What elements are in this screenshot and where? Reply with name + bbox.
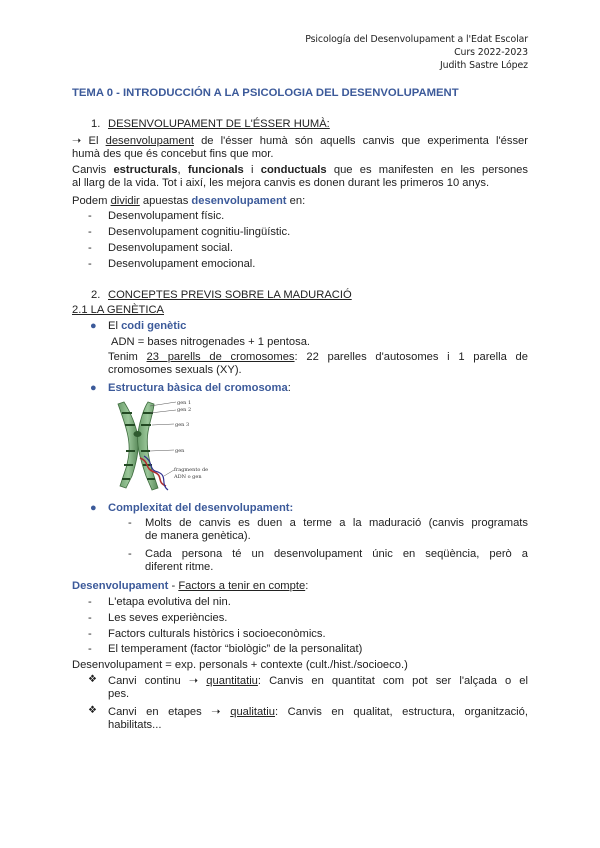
section-1-paragraph-2: Canvis estructurals, funcionals i conductuals que es manifesten en les persones al llarg de la vida. Tot i així, les mejora canvis es donen durant les primeros 10 anys. bbox=[72, 164, 528, 189]
header-course-name: Psicología del Desenvolupament a l'Edat Escolar bbox=[305, 34, 528, 45]
codi-genetic-label: El codi genètic bbox=[108, 320, 187, 332]
complexitat-item: Molts de canvis es duen a terme a la maduració (canvis programats de manera genètica). bbox=[145, 517, 528, 542]
estructura-cromosoma-label: Estructura bàsica del cromosoma: bbox=[108, 382, 291, 394]
subsection-heading: 2.1 LA GENÈTICA bbox=[72, 304, 165, 316]
chromosome-shape bbox=[118, 402, 158, 490]
list-dash: - bbox=[88, 612, 92, 624]
list-dash: - bbox=[88, 643, 92, 655]
list-item: Les seves experiències. bbox=[108, 612, 228, 624]
section-2-number: 2. bbox=[91, 289, 101, 301]
desenvolupament-formula: Desenvolupament = exp. personals + contexte (cult./hist./socioeco.) bbox=[72, 659, 408, 671]
label-gen-2: gen 2 bbox=[177, 407, 192, 413]
label-adn-gen: ADN o gen bbox=[174, 474, 202, 480]
label-gen-3: gen 3 bbox=[175, 422, 190, 428]
complexitat-label: Complexitat del desenvolupament: bbox=[108, 502, 294, 514]
canvi-continu: Canvi continu ➝ quantitatiu: Canvis en quantitat com pot ser l'alçada o el pes. bbox=[108, 675, 528, 700]
section-1-paragraph-3: Podem dividir apuestas desenvolupament en: bbox=[72, 195, 306, 207]
cromosomes-paragraph: Tenim 23 parells de cromosomes: 22 parelles d'autosomes i 1 parella de cromosomes sexuals (XY). bbox=[108, 351, 528, 376]
list-dash: - bbox=[88, 242, 92, 254]
section-1-paragraph-1: ➝ El desenvolupament de l'ésser humà són aquells canvis que experimenta l'ésser humà des que és concebut fins que mor. bbox=[72, 135, 528, 160]
chromosome-diagram bbox=[110, 398, 230, 494]
page-title: TEMA 0 - INTRODUCCIÓN A LA PSICOLOGIA DEL DESENVOLUPAMENT bbox=[72, 87, 459, 99]
sub-dash: - bbox=[128, 517, 132, 529]
adn-definition: ADN = bases nitrogenades + 1 pentosa. bbox=[111, 336, 311, 348]
list-item: Desenvolupament social. bbox=[108, 242, 233, 254]
factors-heading: Desenvolupament - Factors a tenir en compte: bbox=[72, 580, 309, 592]
section-2-heading: CONCEPTES PREVIS SOBRE LA MADURACIÓ bbox=[108, 289, 352, 301]
diamond-bullet-icon: ❖ bbox=[88, 674, 97, 685]
section-1-heading: DESENVOLUPAMENT DE L'ÉSSER HUMÀ: bbox=[108, 118, 330, 130]
list-dash: - bbox=[88, 210, 92, 222]
complexitat-item: Cada persona té un desenvolupament únic en seqüència, però a diferent ritme. bbox=[145, 548, 528, 573]
bullet-icon: ● bbox=[90, 502, 97, 514]
list-item: Desenvolupament cognitiu-lingüístic. bbox=[108, 226, 291, 238]
list-item: L'etapa evolutiva del nin. bbox=[108, 596, 231, 608]
list-item: El temperament (factor “biològic” de la personalitat) bbox=[108, 643, 363, 655]
list-item: Desenvolupament físic. bbox=[108, 210, 225, 222]
label-gen-1: gen 1 bbox=[177, 400, 192, 406]
header-course-year: Curs 2022-2023 bbox=[454, 47, 528, 58]
list-dash: - bbox=[88, 226, 92, 238]
bullet-icon: ● bbox=[90, 320, 97, 332]
label-fragment: fragmento de bbox=[174, 467, 209, 473]
list-item: Factors culturals històrics i socioeconòmics. bbox=[108, 628, 326, 640]
list-dash: - bbox=[88, 258, 92, 270]
list-item: Desenvolupament emocional. bbox=[108, 258, 256, 270]
sub-dash: - bbox=[128, 548, 132, 560]
diamond-bullet-icon: ❖ bbox=[88, 705, 97, 716]
canvi-etapes: Canvi en etapes ➝ qualitatiu: Canvis en qualitat, estructura, organització, habilitats... bbox=[108, 706, 528, 731]
bullet-icon: ● bbox=[90, 382, 97, 394]
list-dash: - bbox=[88, 596, 92, 608]
header-author: Judith Sastre López bbox=[439, 60, 528, 71]
label-gen: gen bbox=[175, 448, 185, 454]
section-1-number: 1. bbox=[91, 118, 101, 130]
list-dash: - bbox=[88, 628, 92, 640]
